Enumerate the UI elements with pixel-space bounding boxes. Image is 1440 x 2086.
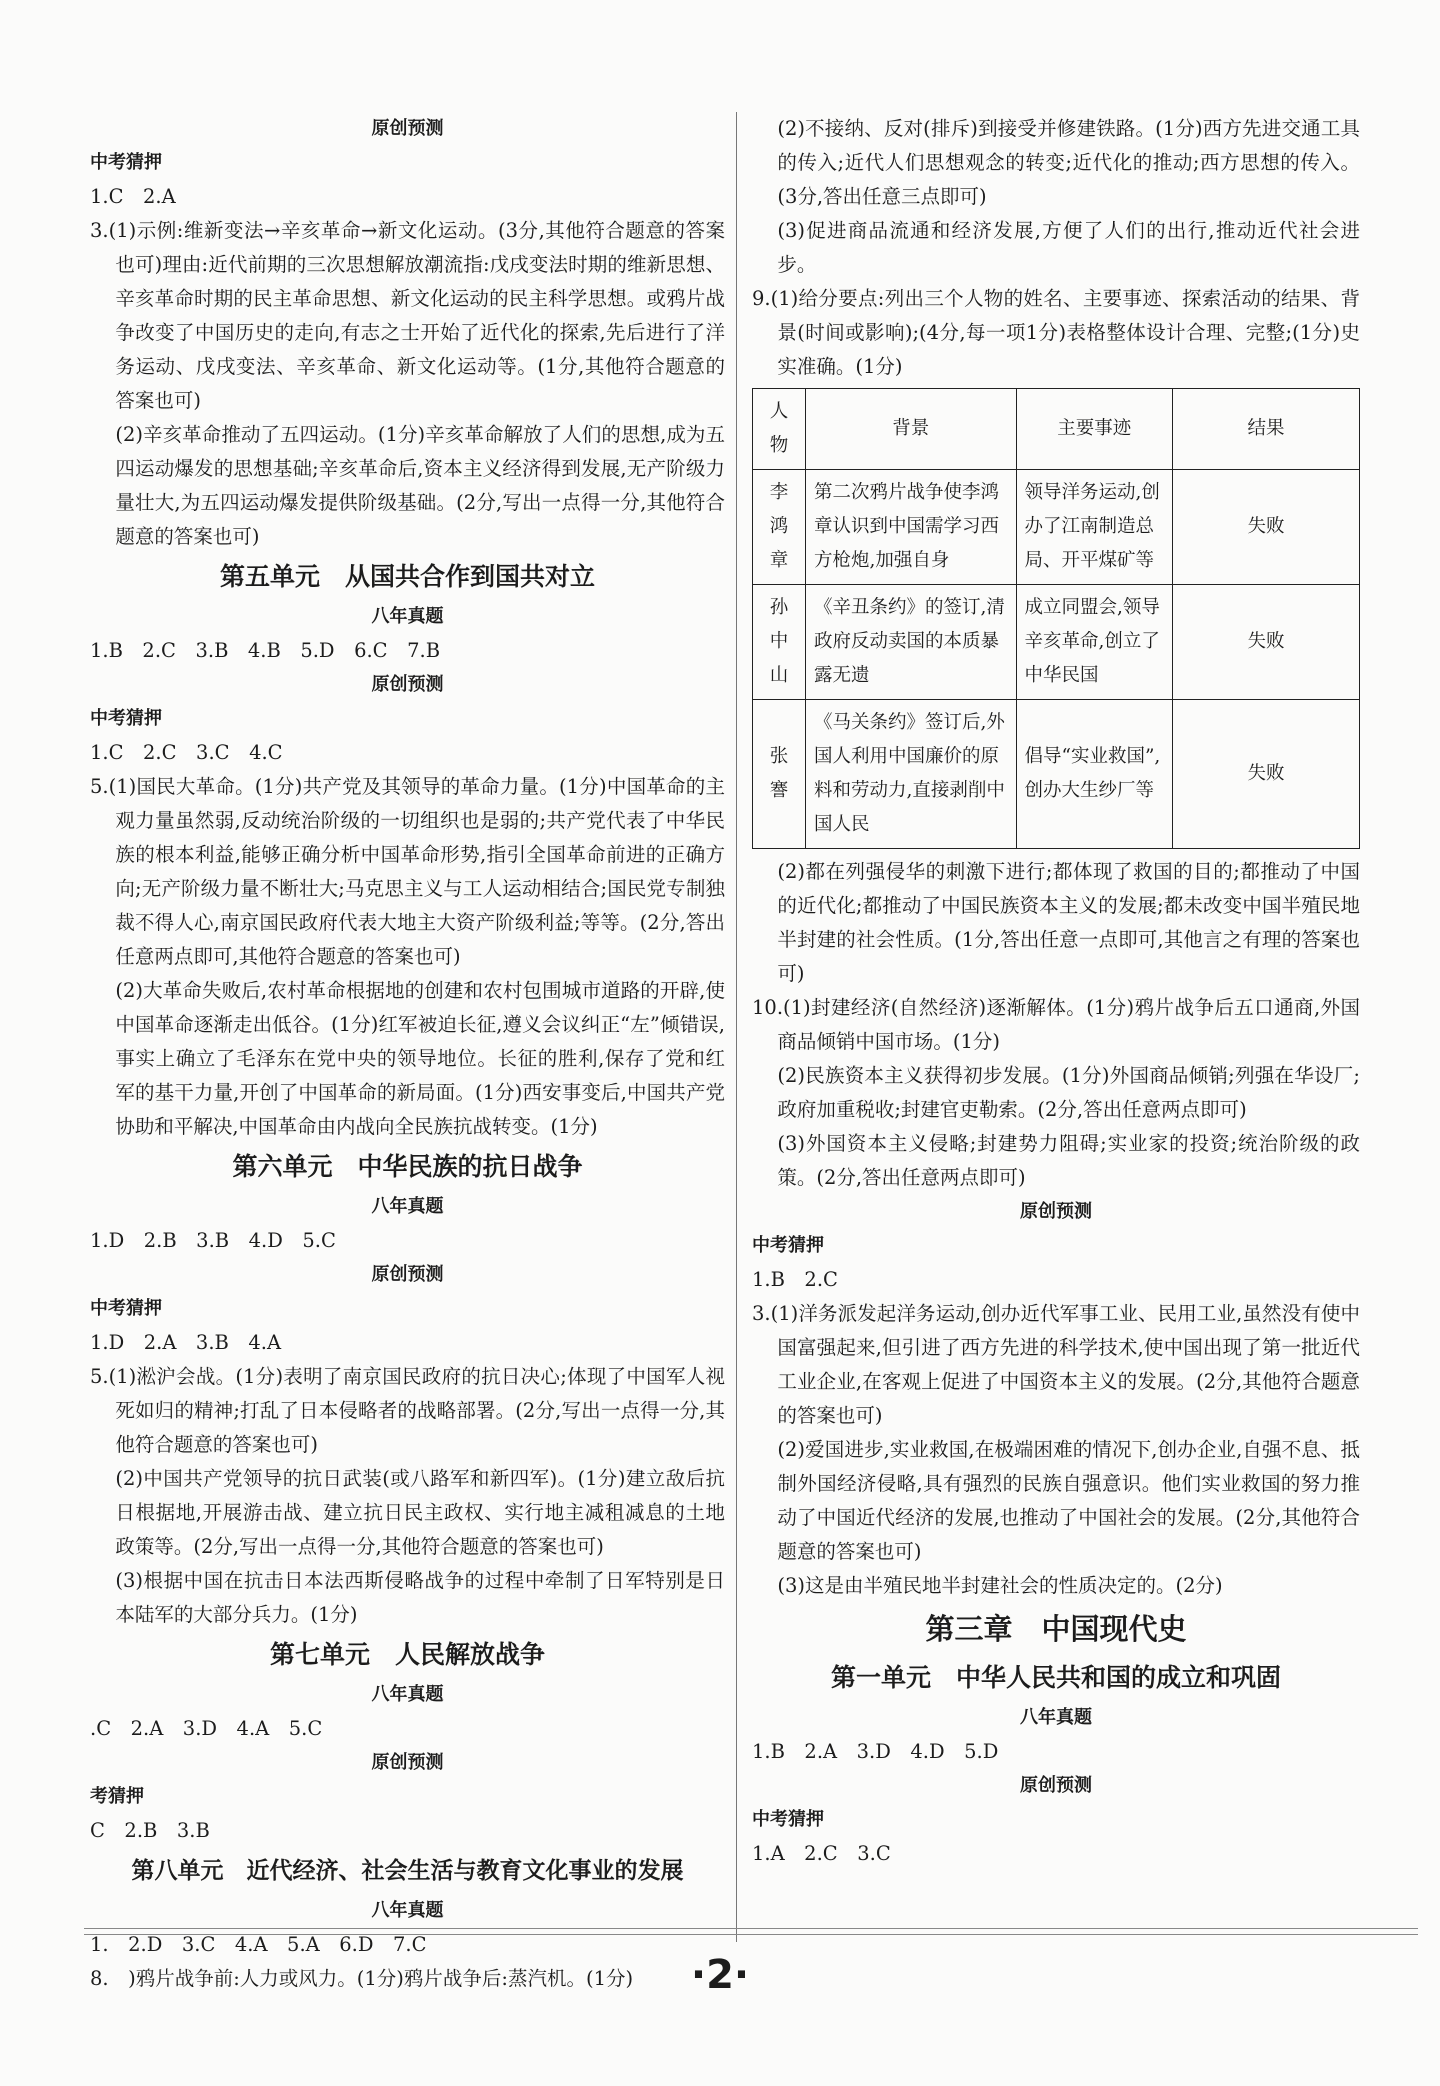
chapter-title: 第三章 中国现代史: [925, 1612, 1187, 1646]
answer-paragraph: (2)民族资本主义获得初步发展。(1分)外国商品倾销;列强在华设厂;政府加重税收;封建官吏勒索。(2分,答出任意两点即可): [777, 1064, 1360, 1121]
column-divider: [736, 112, 737, 1942]
table-header: 主要事迹: [1016, 389, 1173, 470]
table-header: 结果: [1173, 389, 1360, 470]
section-heading: 原创预测: [371, 1752, 444, 1773]
cell-deeds: 领导洋务运动,创办了江南制造总局、开平煤矿等: [1016, 470, 1173, 585]
table-row: [753, 585, 1360, 700]
cell-person: 李鸿章: [753, 470, 806, 585]
section-heading: 八年真题: [371, 606, 444, 627]
section-heading: 原创预测: [1020, 1201, 1092, 1222]
unit-title: 第六单元 中华民族的抗日战争: [232, 1152, 583, 1181]
answer-line: 1.A 2.C 3.C: [752, 1842, 891, 1865]
table-header-row: [753, 389, 1360, 470]
cell-person: 张謇: [753, 700, 806, 849]
cell-background: 《辛丑条约》的签订,清政府反动卖国的本质暴露无遗: [806, 585, 1017, 700]
sub-heading: 中考猜押: [90, 152, 162, 173]
section-heading: 原创预测: [1020, 1775, 1092, 1796]
answer-paragraph: (2)中国共产党领导的抗日武装(或八路军和新四军)。(1分)建立敌后抗日根据地,开展游击战、建立抗日民主政权、实行地主减租减息的土地政策等。(2分,写出一点得一分,其他符合题意的答案也可): [115, 1467, 725, 1558]
answer-line: 1.D 2.A 3.B 4.A: [90, 1331, 282, 1354]
right-column: [752, 112, 1360, 1871]
answer-line: 1.B 2.A 3.D 4.D 5.D: [752, 1740, 999, 1763]
section-heading: 八年真题: [371, 1900, 444, 1921]
section-heading: 原创预测: [371, 1264, 444, 1285]
cell-deeds: 成立同盟会,领导辛亥革命,创立了中华民国: [1016, 585, 1173, 700]
cell-background: 《马关条约》签订后,外国人利用中国廉价的原料和劳动力,直接剥削中国人民: [806, 700, 1017, 849]
answer-paragraph: 10.(1)封建经济(自然经济)逐渐解体。(1分)鸦片战争后五口通商,外国商品倾销中国市场。(1分): [752, 996, 1360, 1053]
answer-paragraph: (2)辛亥革命推动了五四运动。(1分)辛亥革命解放了人们的思想,成为五四运动爆发的思想基础;辛亥革命后,资本主义经济得到发展,无产阶级力量壮大,为五四运动爆发提供阶级基础。(2分,写出一点得一分,其他符合题意的答案也可): [115, 423, 725, 548]
cell-result: 失败: [1173, 470, 1360, 585]
sub-heading: 中考猜押: [752, 1235, 824, 1256]
answer-paragraph: 3.(1)洋务派发起洋务运动,创办近代军事工业、民用工业,虽然没有使中国富强起来,但引进了西方先进的科学技术,使中国出现了第一批近代工业企业,在客观上促进了中国资本主义的发展。(2分,其他符合题意的答案也可): [752, 1302, 1360, 1427]
answer-paragraph: 5.(1)国民大革命。(1分)共产党及其领导的革命力量。(1分)中国革命的主观力量虽然弱,反动统治阶级的一切组织也是弱的;共产党代表了中华民族的根本利益,能够正确分析中国革命形势,指引全国革命前进的正确方向;无产阶级力量不断壮大;马克思主义与工人运动相结合;国民党专制独裁不得人心,南京国民政府代表大地主大资产阶级利益;等等。(2分,答出任意两点即可,其他符合题意的答案也可): [90, 775, 725, 968]
sub-heading: 中考猜押: [90, 708, 162, 729]
cell-person: 孙中山: [753, 585, 806, 700]
answer-paragraph: 5.(1)淞沪会战。(1分)表明了南京国民政府的抗日决心;体现了中国军人视死如归的精神;打乱了日本侵略者的战略部署。(2分,写出一点得一分,其他符合题意的答案也可): [90, 1365, 725, 1456]
sub-heading: 中考猜押: [90, 1298, 162, 1319]
unit-title: 第一单元 中华人民共和国的成立和巩固: [830, 1663, 1281, 1692]
section-heading: 原创预测: [371, 118, 444, 139]
answer-paragraph: 3.(1)示例:维新变法→辛亥革命→新文化运动。(3分,其他符合题意的答案也可)理由:近代前期的三次思想解放潮流指:戊戌变法时期的维新思想、辛亥革命时期的民主革命思想、新文化运动的民主科学思想。或鸦片战争改变了中国历史的走向,有志之士开始了近代化的探索,先后进行了洋务运动、戊戌变法、辛亥革命、新文化运动等。(1分,其他符合题意的答案也可): [90, 219, 725, 412]
section-heading: 八年真题: [1020, 1707, 1092, 1728]
section-heading: 原创预测: [371, 674, 444, 695]
cell-background: 第二次鸦片战争使李鸿章认识到中国需学习西方枪炮,加强自身: [806, 470, 1017, 585]
answer-paragraph: (3)促进商品流通和经济发展,方便了人们的出行,推动近代社会进步。: [777, 219, 1360, 276]
answer-line: 8. )鸦片战争前:人力或风力。(1分)鸦片战争后:蒸汽机。(1分): [90, 1967, 634, 1990]
answer-line: 1.B 2.C 3.B 4.B 5.D 6.C 7.B: [90, 639, 441, 662]
answer-paragraph: (2)都在列强侵华的刺激下进行;都体现了救国的目的;都推动了中国的近代化;都推动了中国民族资本主义的发展;都未改变中国半殖民地半封建的社会性质。(1分,答出任意一点即可,其他言之有理的答案也可): [777, 860, 1360, 985]
table-row: [753, 470, 1360, 585]
sub-heading: 考猜押: [90, 1786, 144, 1807]
answer-paragraph: 9.(1)给分要点:列出三个人物的姓名、主要事迹、探索活动的结果、背景(时间或影响);(4分,每一项1分)表格整体设计合理、完整;(1分)史实准确。(1分): [752, 287, 1360, 378]
answer-paragraph: (3)外国资本主义侵略;封建势力阻碍;实业家的投资;统治阶级的政策。(2分,答出任意两点即可): [777, 1132, 1360, 1189]
sub-heading: 中考猜押: [752, 1809, 824, 1830]
answer-paragraph: (3)这是由半殖民地半封建社会的性质决定的。(2分): [777, 1574, 1223, 1597]
answer-line: 1.D 2.B 3.B 4.D 5.C: [90, 1229, 336, 1252]
section-heading: 八年真题: [371, 1196, 444, 1217]
unit-title: 第五单元 从国共合作到国共对立: [219, 562, 595, 591]
answer-paragraph: (2)不接纳、反对(排斥)到接受并修建铁路。(1分)西方先进交通工具的传入;近代人们思想观念的转变;近代化的推动;西方思想的传入。(3分,答出任意三点即可): [777, 117, 1360, 208]
answer-table: [752, 388, 1360, 849]
section-heading: 八年真题: [371, 1684, 444, 1705]
answer-line: 1.C 2.A: [90, 185, 176, 208]
answer-paragraph: (2)大革命失败后,农村革命根据地的创建和农村包围城市道路的开辟,使中国革命逐渐走出低谷。(1分)红军被迫长征,遵义会议纠正“左”倾错误,事实上确立了毛泽东在党中央的领导地位。长征的胜利,保存了党和红军的基干力量,开创了中国革命的新局面。(1分)西安事变后,中国共产党协助和平解决,中国革命由内战向全民族抗战转变。(1分): [115, 979, 725, 1138]
page-number: ·2·: [690, 1952, 750, 1998]
left-column: [90, 112, 725, 1996]
cell-result: 失败: [1173, 585, 1360, 700]
answer-line: 1. 2.D 3.C 4.A 5.A 6.D 7.C: [90, 1933, 427, 1956]
unit-title: 第七单元 人民解放战争: [269, 1640, 545, 1669]
answer-line: .C 2.A 3.D 4.A 5.C: [90, 1717, 323, 1740]
table-header: 背景: [806, 389, 1017, 470]
answer-line: C 2.B 3.B: [90, 1819, 210, 1842]
unit-title: 第八单元 近代经济、社会生活与教育文化事业的发展: [131, 1858, 684, 1884]
cell-deeds: 倡导“实业救国”,创办大生纱厂等: [1016, 700, 1173, 849]
table-header: 人物: [753, 389, 806, 470]
answer-line: 1.B 2.C: [752, 1268, 838, 1291]
table-row: [753, 700, 1360, 849]
cell-result: 失败: [1173, 700, 1360, 849]
answer-paragraph: (2)爱国进步,实业救国,在极端困难的情况下,创办企业,自强不息、抵制外国经济侵略,具有强烈的民族自强意识。他们实业救国的努力推动了中国近代经济的发展,也推动了中国社会的发展。(2分,其他符合题意的答案也可): [777, 1438, 1360, 1563]
answer-line: 1.C 2.C 3.C 4.C: [90, 741, 283, 764]
answer-paragraph: (3)根据中国在抗击日本法西斯侵略战争的过程中牵制了日军特别是日本陆军的大部分兵力。(1分): [115, 1569, 725, 1626]
